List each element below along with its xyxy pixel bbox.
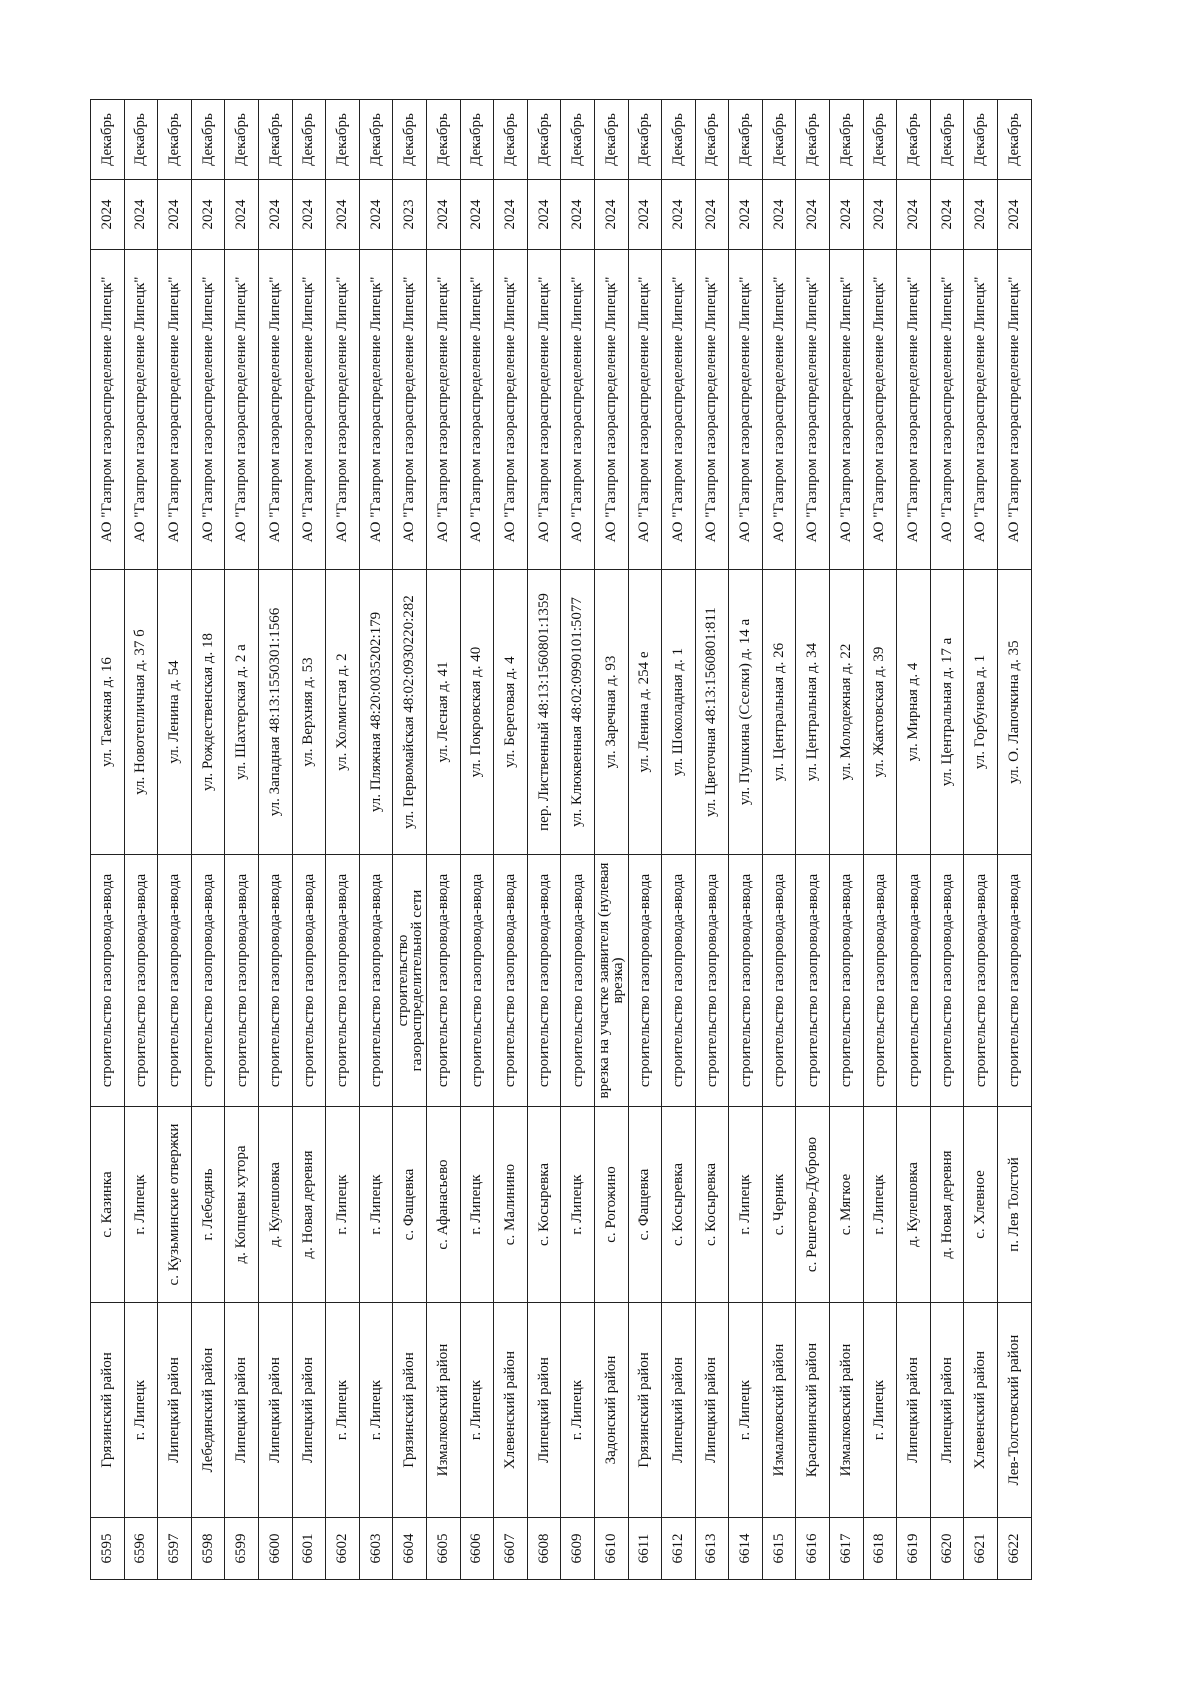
row-number: 6598 xyxy=(191,1518,225,1580)
address-cell: ул. Ленина д. 254 е xyxy=(628,570,662,855)
district-cell: Липецкий район xyxy=(158,1303,192,1518)
table-row xyxy=(561,100,595,1580)
row-number: 6618 xyxy=(863,1518,897,1580)
address-cell: ул. Шахтерская д. 2 а xyxy=(225,570,259,855)
address-cell: ул. Западная 48:13:1550301:1566 xyxy=(258,570,292,855)
month-cell: Декабрь xyxy=(359,100,393,180)
month-cell: Декабрь xyxy=(393,100,427,180)
address-cell: ул. Таежная д. 16 xyxy=(91,570,125,855)
month-cell: Декабрь xyxy=(930,100,964,180)
row-number: 6614 xyxy=(729,1518,763,1580)
locality-cell: с. Рогожино xyxy=(594,1107,628,1303)
organization-cell: АО "Газпром газораспределение Липецк" xyxy=(930,250,964,570)
row-number: 6621 xyxy=(964,1518,998,1580)
row-number: 6620 xyxy=(930,1518,964,1580)
table-row xyxy=(762,100,796,1580)
month-cell: Декабрь xyxy=(561,100,595,180)
year-cell: 2024 xyxy=(426,180,460,250)
locality-cell: с. Фащевка xyxy=(628,1107,662,1303)
month-cell: Декабрь xyxy=(326,100,360,180)
table-row xyxy=(930,100,964,1580)
locality-cell: г. Липецк xyxy=(124,1107,158,1303)
year-cell: 2024 xyxy=(191,180,225,250)
year-cell: 2024 xyxy=(863,180,897,250)
organization-cell: АО "Газпром газораспределение Липецк" xyxy=(91,250,125,570)
work-type-cell: строительство газопровода-ввода xyxy=(897,855,931,1107)
address-cell: ул. Жактовская д. 39 xyxy=(863,570,897,855)
table-row xyxy=(158,100,192,1580)
locality-cell: г. Лебедянь xyxy=(191,1107,225,1303)
organization-cell: АО "Газпром газораспределение Липецк" xyxy=(158,250,192,570)
address-cell: ул. Холмистая д. 2 xyxy=(326,570,360,855)
table-row xyxy=(91,100,125,1580)
row-number: 6612 xyxy=(662,1518,696,1580)
work-type-cell: строительство газопровода-ввода xyxy=(964,855,998,1107)
organization-cell: АО "Газпром газораспределение Липецк" xyxy=(393,250,427,570)
locality-cell: д. Кулешовка xyxy=(258,1107,292,1303)
row-number: 6616 xyxy=(796,1518,830,1580)
year-cell: 2024 xyxy=(561,180,595,250)
district-cell: г. Липецк xyxy=(326,1303,360,1518)
row-number: 6597 xyxy=(158,1518,192,1580)
work-type-cell: строительство газопровода-ввода xyxy=(628,855,662,1107)
month-cell: Декабрь xyxy=(796,100,830,180)
year-cell: 2024 xyxy=(326,180,360,250)
address-cell: ул. Горбунова д. 1 xyxy=(964,570,998,855)
work-type-cell: строительство газопровода-ввода xyxy=(292,855,326,1107)
table-row xyxy=(359,100,393,1580)
work-type-cell: строительство газопровода-ввода xyxy=(561,855,595,1107)
row-number: 6595 xyxy=(91,1518,125,1580)
year-cell: 2024 xyxy=(460,180,494,250)
year-cell: 2023 xyxy=(393,180,427,250)
locality-cell: д. Новая деревня xyxy=(292,1107,326,1303)
organization-cell: АО "Газпром газораспределение Липецк" xyxy=(796,250,830,570)
locality-cell: п. Лев Толстой xyxy=(998,1107,1032,1303)
organization-cell: АО "Газпром газораспределение Липецк" xyxy=(729,250,763,570)
table-row xyxy=(494,100,528,1580)
row-number: 6601 xyxy=(292,1518,326,1580)
organization-cell: АО "Газпром газораспределение Липецк" xyxy=(426,250,460,570)
year-cell: 2024 xyxy=(796,180,830,250)
row-number: 6604 xyxy=(393,1518,427,1580)
address-cell: ул. Клюквенная 48:02:0990101:5077 xyxy=(561,570,595,855)
work-type-cell: строительство газораспределительной сети xyxy=(393,855,427,1107)
month-cell: Декабрь xyxy=(527,100,561,180)
work-type-cell: строительство газопровода-ввода xyxy=(359,855,393,1107)
district-cell: Измалковский район xyxy=(830,1303,864,1518)
table-row xyxy=(393,100,427,1580)
district-cell: Измалковский район xyxy=(762,1303,796,1518)
work-type-cell: строительство газопровода-ввода xyxy=(695,855,729,1107)
address-cell: ул. Центральная д. 34 xyxy=(796,570,830,855)
organization-cell: АО "Газпром газораспределение Липецк" xyxy=(460,250,494,570)
locality-cell: г. Липецк xyxy=(561,1107,595,1303)
district-cell: Лебедянский район xyxy=(191,1303,225,1518)
table-row xyxy=(695,100,729,1580)
locality-cell: с. Казинка xyxy=(91,1107,125,1303)
work-type-cell: строительство газопровода-ввода xyxy=(225,855,259,1107)
row-number: 6619 xyxy=(897,1518,931,1580)
work-type-cell: строительство газопровода-ввода xyxy=(863,855,897,1107)
row-number: 6607 xyxy=(494,1518,528,1580)
month-cell: Декабрь xyxy=(494,100,528,180)
address-cell: ул. Мирная д. 4 xyxy=(897,570,931,855)
district-cell: г. Липецк xyxy=(863,1303,897,1518)
row-number: 6603 xyxy=(359,1518,393,1580)
work-type-cell: строительство газопровода-ввода xyxy=(124,855,158,1107)
locality-cell: с. Косыревка xyxy=(662,1107,696,1303)
month-cell: Декабрь xyxy=(292,100,326,180)
year-cell: 2024 xyxy=(964,180,998,250)
district-cell: Грязинский район xyxy=(91,1303,125,1518)
row-number: 6622 xyxy=(998,1518,1032,1580)
organization-cell: АО "Газпром газораспределение Липецк" xyxy=(527,250,561,570)
row-number: 6613 xyxy=(695,1518,729,1580)
locality-cell: с. Косыревка xyxy=(527,1107,561,1303)
address-cell: ул. О. Лапочкина д. 35 xyxy=(998,570,1032,855)
locality-cell: д. Новая деревня xyxy=(930,1107,964,1303)
table-row xyxy=(998,100,1032,1580)
month-cell: Декабрь xyxy=(594,100,628,180)
district-cell: Красининский район xyxy=(796,1303,830,1518)
address-cell: ул. Шоколадная д. 1 xyxy=(662,570,696,855)
locality-cell: с. Черник xyxy=(762,1107,796,1303)
year-cell: 2024 xyxy=(998,180,1032,250)
locality-cell: г. Липецк xyxy=(729,1107,763,1303)
table-body xyxy=(91,100,1032,1580)
address-cell: ул. Пляжная 48:20:0035202:179 xyxy=(359,570,393,855)
locality-cell: г. Липецк xyxy=(326,1107,360,1303)
locality-cell: с. Афанасьево xyxy=(426,1107,460,1303)
address-cell: ул. Лесная д. 41 xyxy=(426,570,460,855)
month-cell: Декабрь xyxy=(426,100,460,180)
year-cell: 2024 xyxy=(897,180,931,250)
month-cell: Декабрь xyxy=(258,100,292,180)
row-number: 6611 xyxy=(628,1518,662,1580)
row-number: 6602 xyxy=(326,1518,360,1580)
work-type-cell: строительство газопровода-ввода xyxy=(729,855,763,1107)
table-row xyxy=(426,100,460,1580)
district-cell: г. Липецк xyxy=(359,1303,393,1518)
address-cell: ул. Ленина д. 54 xyxy=(158,570,192,855)
address-cell: ул. Заречная д. 93 xyxy=(594,570,628,855)
table-row xyxy=(628,100,662,1580)
year-cell: 2024 xyxy=(527,180,561,250)
organization-cell: АО "Газпром газораспределение Липецк" xyxy=(494,250,528,570)
district-cell: Хлевенский район xyxy=(494,1303,528,1518)
address-cell: ул. Верхняя д. 53 xyxy=(292,570,326,855)
table-row xyxy=(863,100,897,1580)
month-cell: Декабрь xyxy=(158,100,192,180)
work-type-cell: строительство газопровода-ввода xyxy=(796,855,830,1107)
organization-cell: АО "Газпром газораспределение Липецк" xyxy=(964,250,998,570)
district-cell: Грязинский район xyxy=(393,1303,427,1518)
organization-cell: АО "Газпром газораспределение Липецк" xyxy=(662,250,696,570)
work-type-cell: строительство газопровода-ввода xyxy=(258,855,292,1107)
row-number: 6608 xyxy=(527,1518,561,1580)
year-cell: 2024 xyxy=(729,180,763,250)
address-cell: ул. Молодежная д. 22 xyxy=(830,570,864,855)
month-cell: Декабрь xyxy=(91,100,125,180)
district-cell: Липецкий район xyxy=(930,1303,964,1518)
work-type-cell: строительство газопровода-ввода xyxy=(494,855,528,1107)
address-cell: ул. Центральная д. 26 xyxy=(762,570,796,855)
address-cell: ул. Покровская д. 40 xyxy=(460,570,494,855)
organization-cell: АО "Газпром газораспределение Липецк" xyxy=(326,250,360,570)
year-cell: 2024 xyxy=(762,180,796,250)
locality-cell: д. Копцевы хутора xyxy=(225,1107,259,1303)
district-cell: Грязинский район xyxy=(628,1303,662,1518)
district-cell: г. Липецк xyxy=(124,1303,158,1518)
organization-cell: АО "Газпром газораспределение Липецк" xyxy=(225,250,259,570)
work-type-cell: строительство газопровода-ввода xyxy=(762,855,796,1107)
work-type-cell: строительство газопровода-ввода xyxy=(91,855,125,1107)
organization-cell: АО "Газпром газораспределение Липецк" xyxy=(762,250,796,570)
work-type-cell: строительство газопровода-ввода xyxy=(460,855,494,1107)
row-number: 6599 xyxy=(225,1518,259,1580)
address-cell: ул. Первомайская 48:02:0930220:282 xyxy=(393,570,427,855)
table-row xyxy=(594,100,628,1580)
district-cell: Лев-Толстовский район xyxy=(998,1303,1032,1518)
month-cell: Декабрь xyxy=(460,100,494,180)
organization-cell: АО "Газпром газораспределение Липецк" xyxy=(292,250,326,570)
address-cell: ул. Цветочная 48:13:1560801:811 xyxy=(695,570,729,855)
district-cell: Липецкий район xyxy=(225,1303,259,1518)
organization-cell: АО "Газпром газораспределение Липецк" xyxy=(124,250,158,570)
locality-cell: с. Кузьминские отвержки xyxy=(158,1107,192,1303)
organization-cell: АО "Газпром газораспределение Липецк" xyxy=(695,250,729,570)
organization-cell: АО "Газпром газораспределение Липецк" xyxy=(594,250,628,570)
table-row xyxy=(326,100,360,1580)
row-number: 6596 xyxy=(124,1518,158,1580)
locality-cell: д. Кулешовка xyxy=(897,1107,931,1303)
district-cell: Измалковский район xyxy=(426,1303,460,1518)
month-cell: Декабрь xyxy=(897,100,931,180)
organization-cell: АО "Газпром газораспределение Липецк" xyxy=(998,250,1032,570)
month-cell: Декабрь xyxy=(191,100,225,180)
table-row xyxy=(830,100,864,1580)
work-type-cell: строительство газопровода-ввода xyxy=(326,855,360,1107)
row-number: 6617 xyxy=(830,1518,864,1580)
year-cell: 2024 xyxy=(494,180,528,250)
address-cell: пер. Лиственный 48:13:1560801:1359 xyxy=(527,570,561,855)
district-cell: Задонский район xyxy=(594,1303,628,1518)
district-cell: Липецкий район xyxy=(897,1303,931,1518)
rotated-page xyxy=(90,100,1070,1580)
address-cell: ул. Береговая д. 4 xyxy=(494,570,528,855)
locality-cell: с. Решетово-Дуброво xyxy=(796,1107,830,1303)
district-cell: Липецкий район xyxy=(292,1303,326,1518)
row-number: 6609 xyxy=(561,1518,595,1580)
month-cell: Декабрь xyxy=(628,100,662,180)
work-type-cell: строительство газопровода-ввода xyxy=(930,855,964,1107)
year-cell: 2024 xyxy=(258,180,292,250)
work-type-cell: строительство газопровода-ввода xyxy=(830,855,864,1107)
year-cell: 2024 xyxy=(91,180,125,250)
month-cell: Декабрь xyxy=(998,100,1032,180)
month-cell: Декабрь xyxy=(830,100,864,180)
year-cell: 2024 xyxy=(158,180,192,250)
work-type-cell: строительство газопровода-ввода xyxy=(191,855,225,1107)
work-type-cell: врезка на участке заявителя (нулевая врезка) xyxy=(594,855,628,1107)
address-cell: ул. Рождественская д. 18 xyxy=(191,570,225,855)
address-cell: ул. Пушкина (Сселки) д. 14 а xyxy=(729,570,763,855)
month-cell: Декабрь xyxy=(863,100,897,180)
work-type-cell: строительство газопровода-ввода xyxy=(426,855,460,1107)
address-cell: ул. Центральная д. 17 а xyxy=(930,570,964,855)
table-row xyxy=(527,100,561,1580)
year-cell: 2024 xyxy=(830,180,864,250)
table-row xyxy=(292,100,326,1580)
locality-cell: г. Липецк xyxy=(359,1107,393,1303)
year-cell: 2024 xyxy=(930,180,964,250)
year-cell: 2024 xyxy=(292,180,326,250)
organization-cell: АО "Газпром газораспределение Липецк" xyxy=(897,250,931,570)
organization-cell: АО "Газпром газораспределение Липецк" xyxy=(258,250,292,570)
year-cell: 2024 xyxy=(695,180,729,250)
year-cell: 2024 xyxy=(225,180,259,250)
month-cell: Декабрь xyxy=(225,100,259,180)
month-cell: Декабрь xyxy=(964,100,998,180)
year-cell: 2024 xyxy=(628,180,662,250)
district-cell: Хлевенский район xyxy=(964,1303,998,1518)
year-cell: 2024 xyxy=(124,180,158,250)
year-cell: 2024 xyxy=(594,180,628,250)
district-cell: Липецкий район xyxy=(662,1303,696,1518)
locality-cell: г. Липецк xyxy=(460,1107,494,1303)
organization-cell: АО "Газпром газораспределение Липецк" xyxy=(830,250,864,570)
row-number: 6610 xyxy=(594,1518,628,1580)
month-cell: Декабрь xyxy=(662,100,696,180)
organization-cell: АО "Газпром газораспределение Липецк" xyxy=(359,250,393,570)
organization-cell: АО "Газпром газораспределение Липецк" xyxy=(561,250,595,570)
work-type-cell: строительство газопровода-ввода xyxy=(998,855,1032,1107)
table-row xyxy=(897,100,931,1580)
district-cell: Липецкий район xyxy=(695,1303,729,1518)
district-cell: г. Липецк xyxy=(561,1303,595,1518)
row-number: 6615 xyxy=(762,1518,796,1580)
table-row xyxy=(258,100,292,1580)
work-type-cell: строительство газопровода-ввода xyxy=(662,855,696,1107)
district-cell: г. Липецк xyxy=(460,1303,494,1518)
table-row xyxy=(662,100,696,1580)
locality-cell: с. Малинино xyxy=(494,1107,528,1303)
address-cell: ул. Новотепличная д. 37 б xyxy=(124,570,158,855)
locality-cell: с. Косыревка xyxy=(695,1107,729,1303)
organization-cell: АО "Газпром газораспределение Липецк" xyxy=(628,250,662,570)
table-row xyxy=(964,100,998,1580)
locality-cell: г. Липецк xyxy=(863,1107,897,1303)
month-cell: Декабрь xyxy=(124,100,158,180)
row-number: 6605 xyxy=(426,1518,460,1580)
table-row xyxy=(191,100,225,1580)
district-cell: г. Липецк xyxy=(729,1303,763,1518)
organization-cell: АО "Газпром газораспределение Липецк" xyxy=(863,250,897,570)
month-cell: Декабрь xyxy=(729,100,763,180)
locality-cell: с. Хлевное xyxy=(964,1107,998,1303)
table-row xyxy=(124,100,158,1580)
table-row xyxy=(796,100,830,1580)
month-cell: Декабрь xyxy=(762,100,796,180)
district-cell: Липецкий район xyxy=(258,1303,292,1518)
row-number: 6606 xyxy=(460,1518,494,1580)
locality-cell: с. Мягкое xyxy=(830,1107,864,1303)
year-cell: 2024 xyxy=(662,180,696,250)
work-type-cell: строительство газопровода-ввода xyxy=(527,855,561,1107)
locality-cell: с. Фащевка xyxy=(393,1107,427,1303)
row-number: 6600 xyxy=(258,1518,292,1580)
table-row xyxy=(460,100,494,1580)
district-cell: Липецкий район xyxy=(527,1303,561,1518)
table-row xyxy=(729,100,763,1580)
work-type-cell: строительство газопровода-ввода xyxy=(158,855,192,1107)
gas-connection-table xyxy=(90,99,1032,1580)
organization-cell: АО "Газпром газораспределение Липецк" xyxy=(191,250,225,570)
table-row xyxy=(225,100,259,1580)
month-cell: Декабрь xyxy=(695,100,729,180)
year-cell: 2024 xyxy=(359,180,393,250)
